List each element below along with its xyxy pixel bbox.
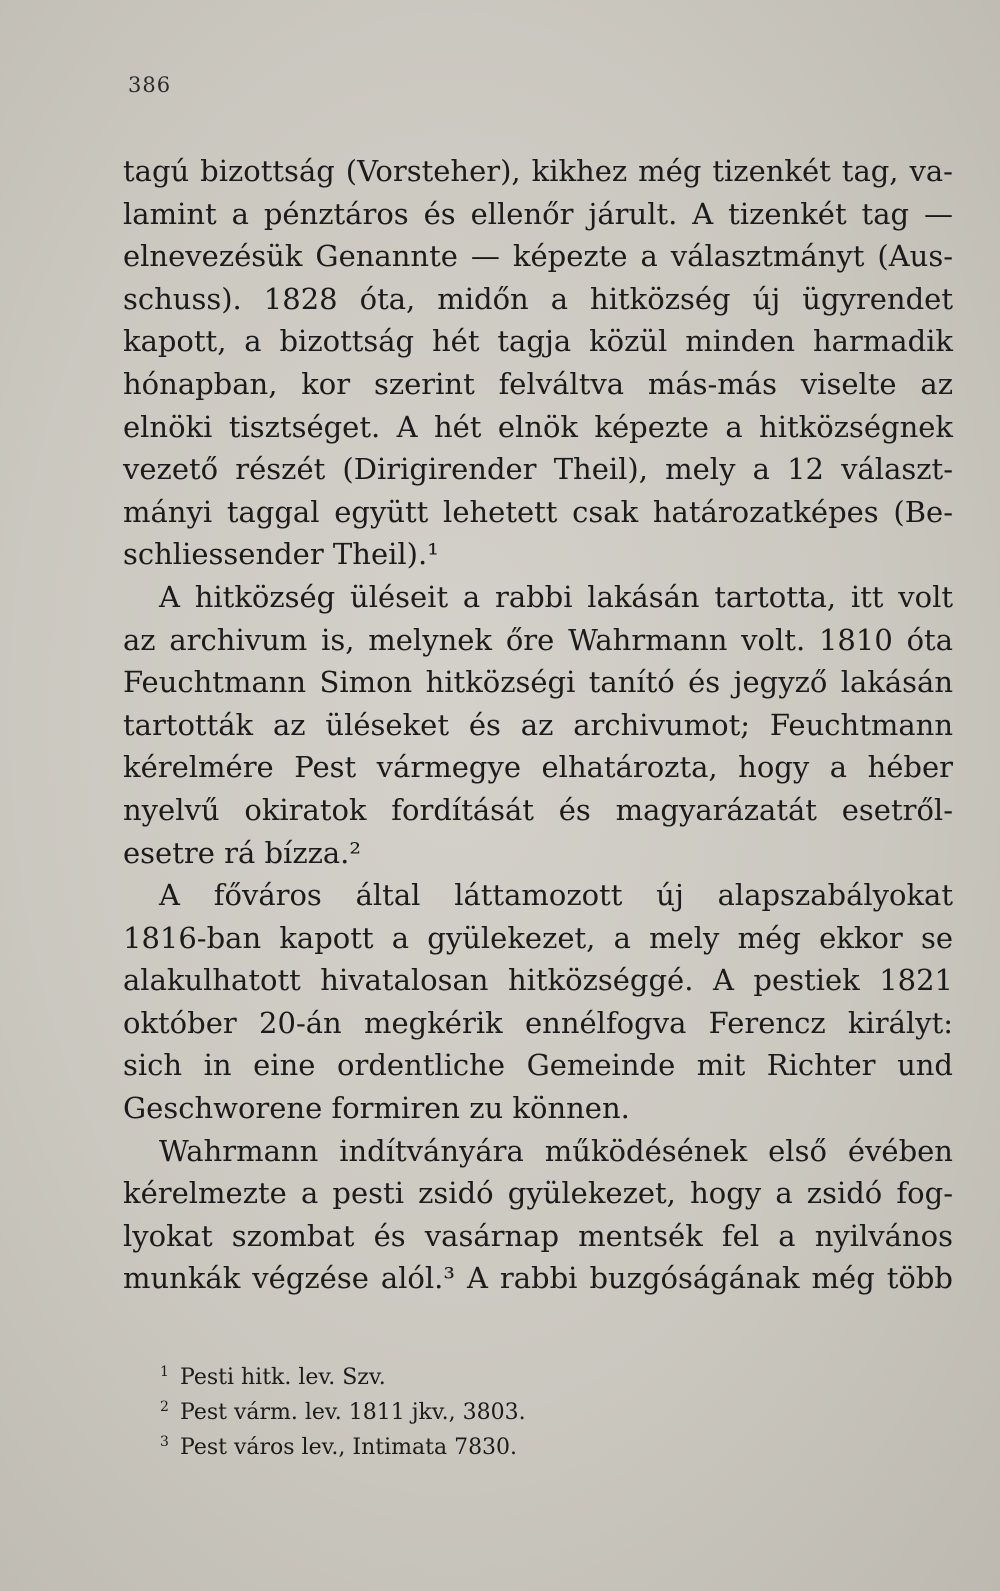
text-line: nyelvű okiratok fordítását és magyarázatát esetről- <box>123 792 953 827</box>
text-line-paragraph-end: esetre rá bízza.² <box>123 835 362 870</box>
text-line-paragraph-start: A főváros által láttamozott új alapszabályokat <box>159 878 953 913</box>
text-line: schuss). 1828 óta, midőn a hitközség új ügyrendet <box>123 281 953 316</box>
text-line: lamint a pénztáros és ellenőr járult. A tizenkét tag — <box>123 196 953 231</box>
text-line: alakulhatott hivatalosan hitközséggé. A pestiek 1821 <box>123 963 953 998</box>
footnote-text: Pest várm. lev. 1811 jkv., 3803. <box>180 1400 526 1425</box>
body-text <box>123 150 953 1300</box>
footnote-text: Pest város lev., Intimata 7830. <box>180 1435 518 1460</box>
text-line: hónapban, kor szerint felváltva más-más viselte az <box>123 366 953 401</box>
footnote: 3 Pest város lev., Intimata 7830. <box>160 1433 518 1460</box>
footnote: 2 Pest várm. lev. 1811 jkv., 3803. <box>160 1398 526 1425</box>
text-line: kérelmezte a pesti zsidó gyülekezet, hogy a zsidó fog- <box>123 1176 953 1211</box>
text-line-paragraph-start: A hitközség üléseit a rabbi lakásán tartotta, itt volt <box>159 579 953 614</box>
text-line: elnevezésük Genannte — képezte a választmányt (Aus- <box>123 239 953 274</box>
text-line: tagú bizottság (Vorsteher), kikhez még tizenkét tag, va- <box>123 154 953 188</box>
text-line: kapott, a bizottság hét tagja közül minden harmadik <box>123 324 953 359</box>
text-line: tartották az üléseket és az archivumot; Feuchtmann <box>123 707 953 742</box>
text-line: mányi taggal együtt lehetett csak határozatképes (Be- <box>123 494 953 529</box>
text-line: sich in eine ordentliche Gemeinde mit Richter und <box>123 1048 953 1083</box>
text-line: elnöki tisztséget. A hét elnök képezte a hitközségnek <box>123 409 953 444</box>
text-line-paragraph-end: schliessender Theil).¹ <box>123 537 439 572</box>
text-line: lyokat szombat és vasárnap mentsék fel a nyilvános <box>123 1218 953 1253</box>
text-line-paragraph-end: Geschworene formiren zu können. <box>123 1091 630 1126</box>
footnote-text: Pesti hitk. lev. Szv. <box>180 1365 386 1390</box>
footnotes <box>160 1360 760 1465</box>
text-line: Feuchtmann Simon hitközségi tanító és jegyző lakásán <box>123 665 953 700</box>
footnote: 1 Pesti hitk. lev. Szv. <box>160 1363 386 1390</box>
text-line: az archivum is, melynek őre Wahrmann volt. 1810 óta <box>123 622 953 657</box>
text-line: október 20-án megkérik ennélfogva Ferencz királyt: <box>123 1005 953 1040</box>
text-line: kérelmére Pest vármegye elhatározta, hogy a héber <box>123 750 953 785</box>
text-line-paragraph-start: Wahrmann indítványára működésének első évében <box>159 1133 953 1168</box>
text-line: vezető részét (Dirigirender Theil), mely a 12 választ- <box>123 452 953 487</box>
text-line: 1816-ban kapott a gyülekezet, a mely még ekkor se <box>123 920 953 955</box>
text-line: munkák végzése alól.³ A rabbi buzgóságának még több <box>123 1261 953 1296</box>
page-number: 386 <box>128 73 172 97</box>
